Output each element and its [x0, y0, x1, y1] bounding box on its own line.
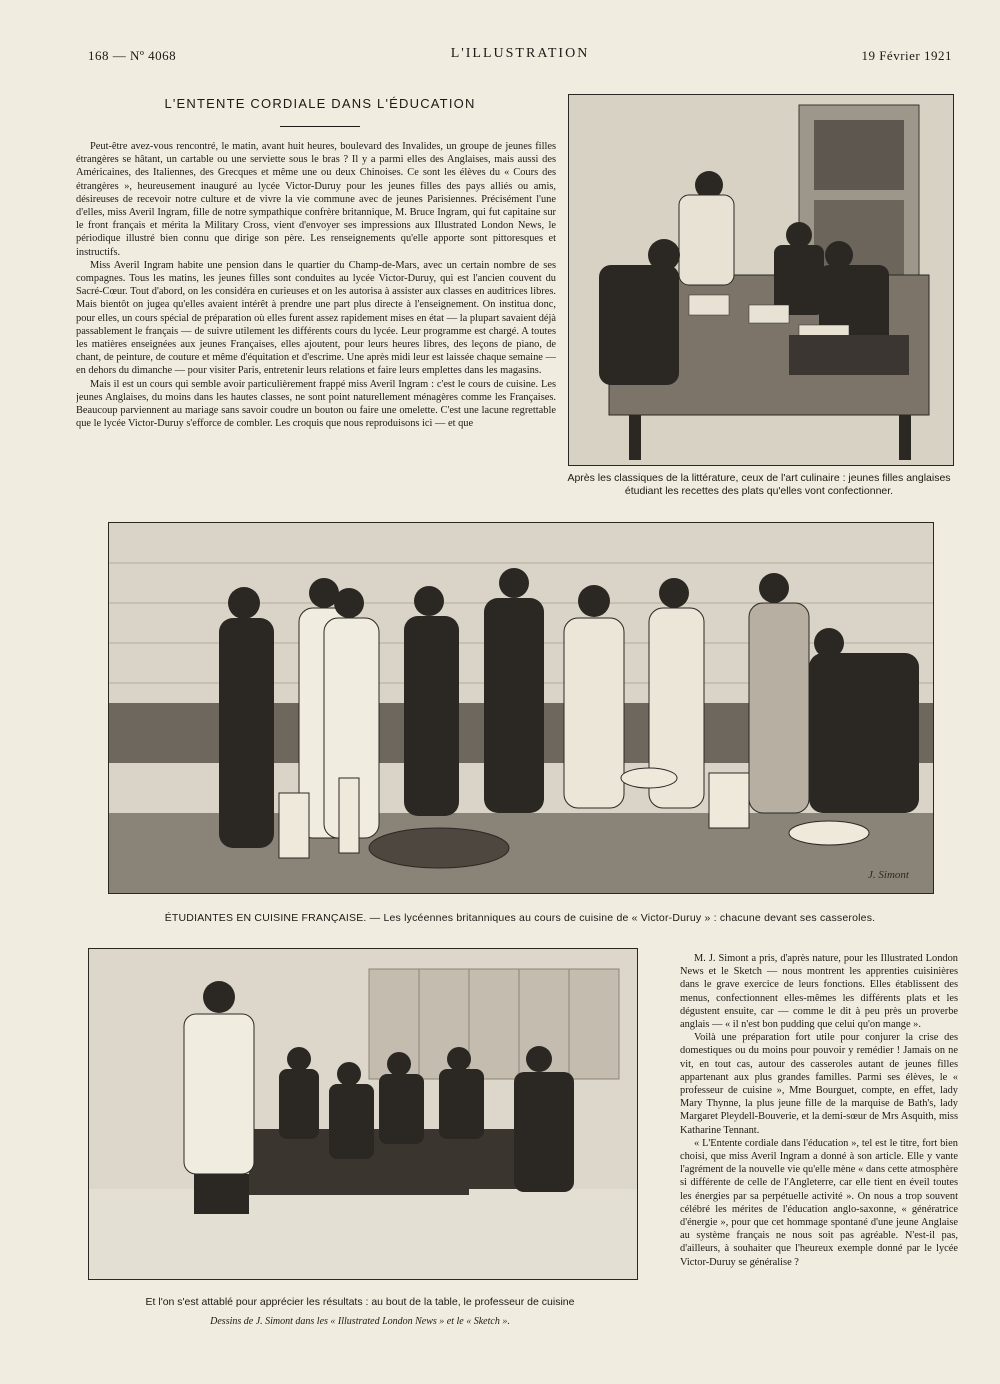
paragraph: Peut-être avez-vous rencontré, le matin, avant huit heures, boulevard des Invalides, un groupe de jeunes filles étrangères se hâtant, un cartable ou une serviette sous le bras ? Il y a parmi elles des Anglaises, mais aussi des Américaines, des Italiennes, des Grecques et même une ou deux Chinoises. Ce sont les élèves du « Cours des étrangères », heureusement inauguré au lycée Victor-Duruy pour les jeunes filles des pays alliés ou amis, désireuses de recevoir notre culture et de vivre la vie commune avec de jeunes Parisiennes. Précisément l'une d'elles, miss Averil Ingram, fille de notre sympathique confrère britannique, M. Bruce Ingram, qui fut capitaine sur le front français et mérita la Military Cross, vient d'envoyer ses impressions aux Illustrated London News, le périodique illustré bien connu que dirige son père. Les renseignements qu'elle apporte sont pittoresques et instructifs. [76, 141, 556, 258]
article-column-2 [680, 952, 958, 1332]
article-column-1 [76, 140, 556, 500]
drawings-credit: Dessins de J. Simont dans les « Illustrated London News » et le « Sketch ». [210, 1316, 510, 1327]
page-header [88, 44, 952, 68]
issue-date: 19 Février 1921 [861, 48, 952, 63]
article-title: L'ENTENTE CORDIALE DANS L'ÉDUCATION [164, 96, 476, 111]
page-number: 168 — Nº 4068 [88, 48, 177, 63]
paragraph: Miss Averil Ingram habite une pension dans le quartier du Champ-de-Mars, avec un certain nombre de ses compagnes. Tous les matins, les jeunes filles sont conduites au lycée Victor-Duruy, qui est l'ancien couvent du Sacré-Cœur. Tout d'abord, on les considéra en curieuses et on les autorisa à assister aux classes en auditrices libres. Mais bientôt on jugea qu'elles avaient intérêt à prendre une part plus directe à l'enseignement. On institua donc, pour elles, un cours spécial de préparation où elles furent assez rapidement mises en état — la plupart savaient déjà passablement le français — de suivre utilement les différents cours du lycée. Leur programme est chargé. A toutes les matières enseignées aux jeunes Françaises, elles ajoutent, pour leurs heures libres, des leçons de piano, de chant, de peinture, de couture et même d'équitation et d'escrime. Une après midi leur est laissée chaque semaine — en dehors du dimanche — pour visiter Paris, entretenir leurs relations et faire leurs emplettes dans les magasins. [76, 259, 556, 377]
title-rule [280, 126, 360, 127]
engraving-kitchen [109, 523, 933, 893]
illustration-recipes [568, 94, 954, 466]
paragraph: Voilà une préparation fort utile pour conjurer la crise des domestiques ou du moins pour pouvoir y remédier ! Jamais on ne vit, en tout cas, autour des casseroles autant de jeunes filles appartenant aux plus grandes familles. Parmi ses élèves, le « professeur de cuisine », Mme Bourguet, compte, en effet, lady Mary Thynne, la plus jeune fille de la marquise de Bath's, lady Margaret Pleydell-Bouverie, et la demi-sœur de Mrs Asquith, miss Katharine Tennant. [680, 1032, 958, 1136]
paragraph: M. J. Simont a pris, d'après nature, pour les Illustrated London News et le Sketch — nous montrent les apprenties cuisinières dans le grave exercice de leurs fonctions. Elles établissent des menus, confectionnent elles-mêmes les différents plats et les dégustent ensuite, car — comme le dit à peu près un proverbe anglais — « il n'est bon pudding que celui qu'on mange ». [680, 953, 958, 1031]
magazine-title: L'ILLUSTRATION [450, 46, 590, 61]
paragraph: « L'Entente cordiale dans l'éducation », tel est le titre, fort bien choisi, que miss Averil Ingram a donné à son article. Elle y vante l'agrément de la nouvelle vie qu'elle mène « dans cette atmosphère si différente de celle de l'Angleterre, car elle tient en éveil toutes les énergies par sa perpétuelle activité ». On nous a trop souvent célébré les mérites de l'éducation anglo-saxonne, « génératrice d'énergie », pour que cet hommage spontané d'une jeune Anglaise au système français ne nous soit pas agréable. N'est-il pas, d'ailleurs, à souhaiter que l'heureux exemple donné par le lycée Victor-Duruy se généralise ? [680, 1137, 958, 1268]
artist-signature: J. Simont [868, 869, 909, 881]
paragraph: Mais il est un cours qui semble avoir particulièrement frappé miss Averil Ingram : c'est le cours de cuisine. Les jeunes Anglaises, du moins dans les hautes classes, ne sont point naturellement ménagères comme les Françaises. Beaucoup parviennent au mariage sans savoir coudre un bouton ou faire une omelette. C'est une lacune regrettable que le lycée Victor-Duruy s'efforce de combler. Les croquis que nous reproduisons ici — et que [76, 378, 556, 430]
engraving-recipes [569, 95, 953, 465]
illustration-dining [88, 948, 638, 1280]
caption-kitchen: ÉTUDIANTES EN CUISINE FRANÇAISE. — Les lycéennes britanniques au cours de cuisine de « Victor-Duruy » : chacune devant ses casseroles. [164, 912, 876, 924]
illustration-kitchen [108, 522, 934, 894]
caption-recipes: Après les classiques de la littérature, ceux de l'art culinaire : jeunes filles anglaises étudiant les recettes des plats qu'elles vont confectionner. [567, 472, 951, 497]
caption-dining: Et l'on s'est attablé pour apprécier les résultats : au bout de la table, le professeur de cuisine [145, 1296, 575, 1308]
engraving-dining [89, 949, 637, 1279]
